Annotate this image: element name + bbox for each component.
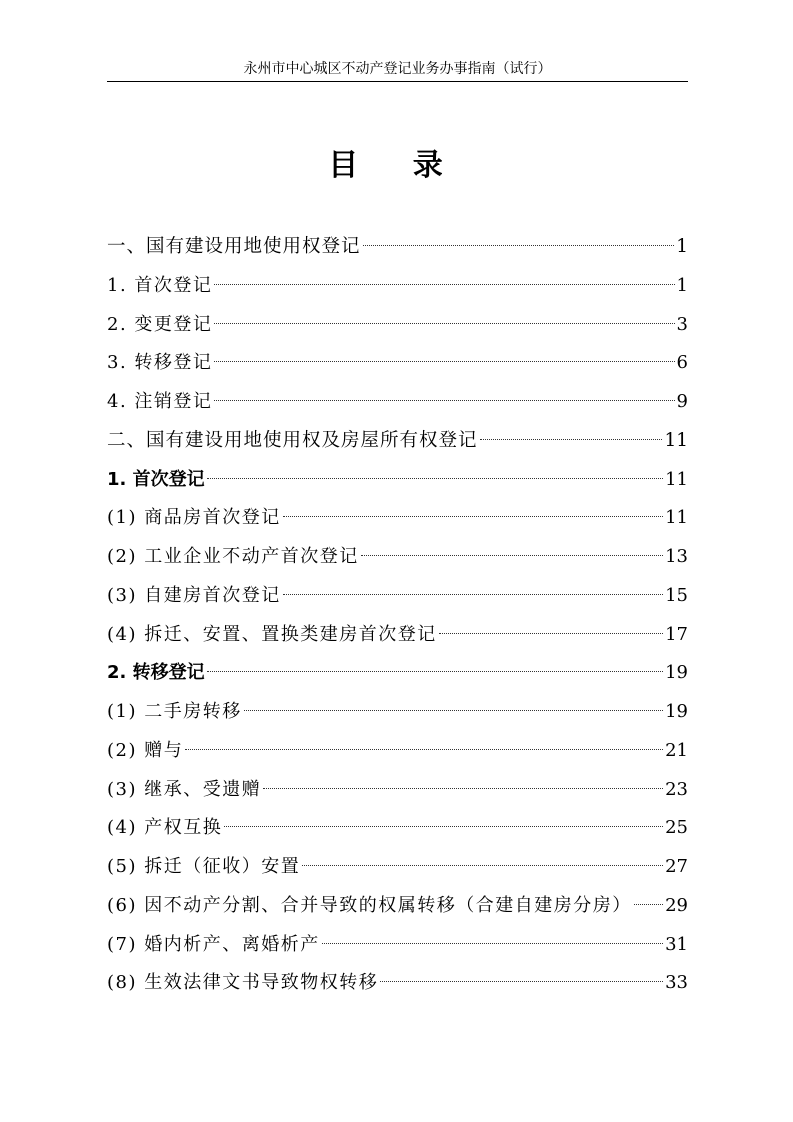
- toc-entry-label: (2) 工业企业不动产首次登记: [107, 546, 359, 567]
- toc-entry-page-number: 19: [665, 662, 688, 684]
- dot-leader: [283, 594, 663, 595]
- dot-leader: [480, 439, 663, 440]
- toc-entry-page-number: 3: [676, 313, 688, 335]
- dot-leader: [207, 671, 663, 672]
- toc-entry-page-number: 9: [676, 391, 688, 412]
- toc-entry[interactable]: [107, 654, 688, 693]
- toc-entry-page-number: 11: [665, 507, 688, 529]
- toc-entry-label: 2. 转移登记: [107, 662, 205, 684]
- dot-leader: [363, 245, 675, 246]
- toc-entry[interactable]: [107, 848, 688, 887]
- toc-entry-page-number: 33: [665, 972, 688, 994]
- toc-entry-page-number: 17: [665, 623, 688, 645]
- toc-entry[interactable]: [107, 422, 688, 461]
- toc-entry-label: 1. 首次登记: [107, 274, 213, 296]
- dot-leader: [207, 478, 663, 479]
- toc-entry[interactable]: [107, 499, 688, 538]
- toc-entry[interactable]: [107, 964, 688, 1003]
- dot-leader: [244, 710, 663, 711]
- toc-entry[interactable]: [107, 344, 688, 383]
- toc-entry[interactable]: [107, 461, 688, 500]
- toc-entry-page-number: 6: [676, 352, 688, 374]
- dot-leader: [361, 555, 663, 556]
- toc-entry[interactable]: [107, 693, 688, 732]
- page-title: 目 录: [328, 148, 465, 183]
- toc-entry[interactable]: [107, 771, 688, 810]
- toc-entry-page-number: 13: [665, 546, 688, 567]
- dot-leader: [214, 323, 674, 324]
- dot-leader: [214, 284, 674, 285]
- toc-entry-page-number: 11: [664, 429, 688, 451]
- toc-entry-page-number: 15: [665, 584, 688, 606]
- dot-leader: [214, 400, 674, 401]
- toc-entry-page-number: 21: [665, 739, 688, 761]
- toc-entry-page-number: 25: [665, 817, 688, 839]
- toc-entry[interactable]: [107, 809, 688, 848]
- toc-entry[interactable]: [107, 577, 688, 616]
- toc-entry-label: 1. 首次登记: [107, 468, 205, 490]
- toc-entry[interactable]: [107, 616, 688, 655]
- toc-entry-page-number: 1: [676, 236, 688, 257]
- toc-entry-label: (3) 继承、受遗赠: [107, 778, 262, 800]
- toc-entry-label: (2) 赠与: [107, 739, 184, 761]
- toc-entry-page-number: 31: [665, 933, 688, 955]
- table-of-contents: [107, 228, 688, 1003]
- toc-entry[interactable]: [107, 887, 688, 926]
- toc-entry-label: (4) 拆迁、安置、置换类建房首次登记: [107, 623, 437, 645]
- dot-leader: [185, 749, 663, 750]
- toc-entry[interactable]: [107, 383, 688, 422]
- dot-leader: [214, 361, 674, 362]
- dot-leader: [263, 788, 663, 789]
- dot-leader: [380, 981, 663, 982]
- toc-entry[interactable]: [107, 538, 688, 577]
- toc-entry[interactable]: [107, 732, 688, 771]
- dot-leader: [224, 826, 663, 827]
- toc-entry-page-number: 29: [665, 894, 688, 916]
- toc-entry-label: 4. 注销登记: [107, 391, 213, 412]
- running-header: 永州市中心城区不动产登记业务办事指南（试行）: [243, 61, 552, 77]
- toc-entry-label: (5) 拆迁（征收）安置: [107, 856, 301, 877]
- toc-entry[interactable]: [107, 306, 688, 345]
- header-rule: [107, 81, 688, 82]
- toc-entry-label: (1) 商品房首次登记: [107, 507, 281, 529]
- dot-leader: [283, 516, 663, 517]
- toc-entry-page-number: 11: [665, 468, 688, 490]
- toc-entry-page-number: 27: [665, 856, 688, 877]
- toc-entry-label: 2. 变更登记: [107, 313, 213, 335]
- toc-entry-label: (6) 因不动产分割、合并导致的权属转移（合建自建房分房）: [107, 894, 632, 916]
- dot-leader: [439, 633, 663, 634]
- toc-entry-label: (1) 二手房转移: [107, 701, 242, 722]
- toc-entry-label: 3. 转移登记: [107, 352, 213, 374]
- toc-entry[interactable]: [107, 267, 688, 306]
- toc-entry-page-number: 23: [665, 778, 688, 800]
- dot-leader: [322, 943, 663, 944]
- toc-entry-page-number: 19: [665, 701, 688, 722]
- toc-entry[interactable]: [107, 228, 688, 267]
- toc-entry-label: (4) 产权互换: [107, 817, 223, 839]
- toc-entry[interactable]: [107, 926, 688, 965]
- toc-entry-label: 一、国有建设用地使用权登记: [107, 236, 361, 257]
- toc-entry-label: (3) 自建房首次登记: [107, 584, 281, 606]
- toc-entry-label: (7) 婚内析产、离婚析产: [107, 933, 320, 955]
- toc-entry-page-number: 1: [676, 274, 688, 296]
- toc-entry-label: 二、国有建设用地使用权及房屋所有权登记: [107, 429, 478, 451]
- dot-leader: [634, 904, 663, 905]
- toc-entry-label: (8) 生效法律文书导致物权转移: [107, 972, 379, 994]
- dot-leader: [302, 865, 663, 866]
